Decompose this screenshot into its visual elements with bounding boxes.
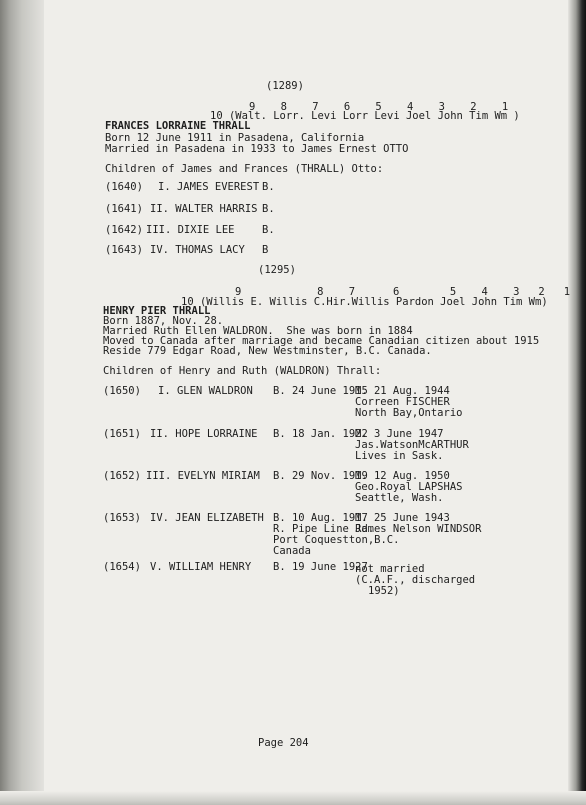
page-binding-shadow: [0, 0, 44, 805]
marriage-info-1: Married in Pasadena in 1933 to James Ernest OTTO: [105, 143, 409, 155]
child-number: (1653): [103, 512, 141, 524]
child-name: IV. JEAN ELIZABETH: [150, 512, 264, 524]
child-name: II. HOPE LORRAINE: [150, 428, 258, 440]
person-name-2: HENRY PIER THRALL: [103, 305, 211, 317]
child-name: I. JAMES EVEREST: [158, 181, 260, 193]
child-note: (C.A.F., discharged: [355, 574, 476, 586]
child-address: R. Pipe Line Rd.: [273, 523, 375, 535]
child-name: I. GLEN WALDRON: [158, 385, 253, 397]
person-name-1: FRANCES LORRAINE THRALL: [105, 120, 251, 132]
child-number: (1641): [105, 203, 143, 215]
child-spouse: Geo.Royal LAPSHAS: [355, 481, 463, 493]
child-number: (1654): [103, 561, 141, 573]
child-birth: B.: [262, 224, 275, 236]
page-label-top: (1289): [266, 80, 304, 92]
child-spouse: Jas.WatsonMcARTHUR: [355, 439, 469, 451]
page-bottom-edge: [0, 791, 586, 805]
child-spouse: Correen FISCHER: [355, 396, 450, 408]
child-birth: B. 29 Nov. 1919: [273, 470, 368, 482]
child-number: (1643): [105, 244, 143, 256]
child-birth: B. 18 Jan. 1922: [273, 428, 368, 440]
child-number: (1640): [105, 181, 143, 193]
child-birth: B.: [262, 203, 275, 215]
moved-info-2: Moved to Canada after marriage and became Canadian citizen about 1915: [103, 335, 540, 347]
children-heading-2: Children of Henry and Ruth (WALDRON) Thrall:: [103, 365, 382, 377]
child-number: (1642): [105, 224, 143, 236]
child-birth: B. 10 Aug. 1917: [273, 512, 368, 524]
birth-info-2: Born 1887, Nov. 28.: [103, 315, 224, 327]
page-right-edge: [568, 0, 586, 805]
child-marriage: M. 3 June 1947: [355, 428, 444, 440]
page-number-footer: Page 204: [258, 737, 309, 749]
child-birth: B.: [262, 181, 275, 193]
child-country: Canada: [273, 545, 311, 557]
generation-numbers-1: 9 8 7 6 5 4 3 2 1: [249, 101, 509, 113]
marriage-info-2: Married Ruth Ellen WALDRON. She was born in 1884: [103, 325, 413, 337]
child-name: II. WALTER HARRIS: [150, 203, 258, 215]
children-heading-1: Children of James and Frances (THRALL) Otto:: [105, 163, 384, 175]
lineage-2: 10 (Willis E. Willis C.Hir.Willis Pardon Joel John Tim Wm): [181, 296, 548, 308]
child-marriage: M. 25 June 1943: [355, 512, 450, 524]
child-birth: B. 24 June 1915: [273, 385, 368, 397]
child-marriage: M. 21 Aug. 1944: [355, 385, 450, 397]
child-birth: B: [262, 244, 269, 256]
child-residence: North Bay,Ontario: [355, 407, 463, 419]
child-spouse: James Nelson WINDSOR: [355, 523, 482, 535]
child-number: (1650): [103, 385, 141, 397]
child-number: (1652): [103, 470, 141, 482]
birth-info-1: Born 12 June 1911 in Pasadena, California: [105, 132, 365, 144]
generation-numbers-2: 9 8 7 6 5 4 3 2 1: [235, 286, 571, 298]
child-number: (1651): [103, 428, 141, 440]
child-name: V. WILLIAM HENRY: [150, 561, 252, 573]
child-residence: Seattle, Wash.: [355, 492, 444, 504]
lineage-1: 10 (Walt. Lorr. Levi Lorr Levi Joel John Tim Wm ): [210, 110, 520, 122]
page-label-mid: (1295): [258, 264, 296, 276]
child-note-year: 1952): [368, 585, 400, 597]
residence-info-2: Reside 779 Edgar Road, New Westminster, B.C. Canada.: [103, 345, 432, 357]
child-name: III. DIXIE LEE: [146, 224, 235, 236]
child-marriage: M. 12 Aug. 1950: [355, 470, 450, 482]
child-name: IV. THOMAS LACY: [150, 244, 245, 256]
child-name: III. EVELYN MIRIAM: [146, 470, 260, 482]
child-birth: B. 19 June 1927: [273, 561, 368, 573]
child-city: Port Coquestton,B.C.: [273, 534, 400, 546]
child-residence: Lives in Sask.: [355, 450, 444, 462]
child-marital-status: not married: [355, 563, 425, 575]
